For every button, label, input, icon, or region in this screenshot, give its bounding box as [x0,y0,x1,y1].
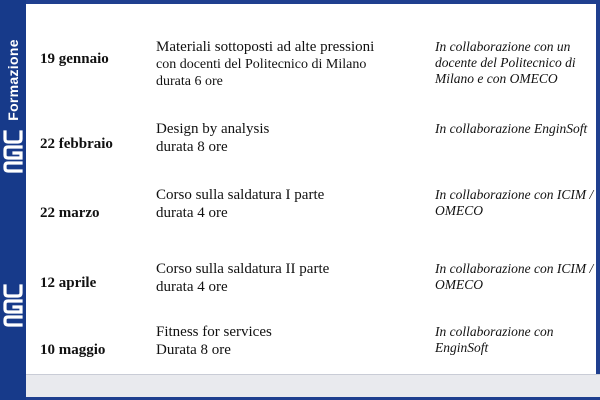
row-date: 22 febbraio [40,136,113,152]
course-title: Corso sulla saldatura I parte [156,187,325,203]
row-date: 19 gennaio [40,51,109,67]
course-duration: durata 4 ore [156,205,228,221]
side-band [0,0,26,400]
course-duration: durata 4 ore [156,279,228,295]
row-collaboration: In collaborazione con un docente del Politecnico di Milano e con OMECO [435,39,576,86]
course-title: Design by analysis [156,121,270,137]
row-course [156,38,426,90]
frame-top [0,0,600,4]
row-collaboration: In collaborazione EnginSoft [435,121,588,136]
row-course [156,120,426,156]
row-course [156,323,426,359]
course-duration: Durata 8 ore [156,342,231,358]
course-title: Corso sulla saldatura II parte [156,261,330,277]
row-date: 12 aprile [40,275,97,291]
row-collaboration: In collaborazione con ICIM / OMECO [435,261,594,292]
course-duration: durata 8 ore [156,139,228,155]
row-collaboration: In collaborazione con EnginSoft [435,324,554,355]
row-date: 22 marzo [40,205,100,221]
frame-right [596,0,600,400]
course-duration: durata 6 ore [156,74,223,89]
row-course [156,186,426,222]
course-detail: con docenti del Politecnico di Milano [156,57,367,72]
course-title: Fitness for services [156,324,272,340]
row-collaboration: In collaborazione con ICIM / OMECO [435,187,594,218]
row-date: 10 maggio [40,342,106,358]
ugc-logo-icon [1,128,25,174]
course-title: Materiali sottoposti ad alte pressioni [156,39,375,55]
section-label: Formazione [5,39,21,121]
row-course [156,260,426,296]
ugc-logo-icon [1,282,25,328]
